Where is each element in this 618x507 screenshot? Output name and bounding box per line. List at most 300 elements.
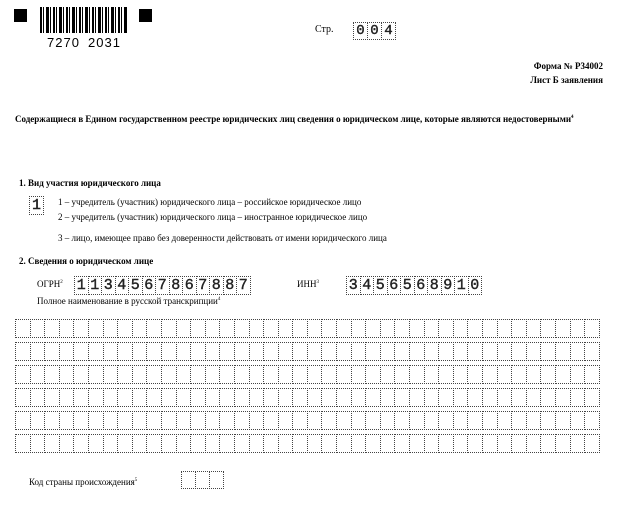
full-name-cell[interactable]	[73, 411, 89, 430]
full-name-cell[interactable]	[161, 342, 177, 361]
full-name-cell[interactable]	[511, 434, 527, 453]
country-code-cell[interactable]	[181, 471, 196, 489]
full-name-cell[interactable]	[482, 388, 498, 407]
full-name-cell[interactable]	[453, 319, 469, 338]
full-name-cell[interactable]	[292, 434, 308, 453]
full-name-row[interactable]	[15, 365, 599, 384]
full-name-cell[interactable]	[365, 411, 381, 430]
full-name-cell[interactable]	[482, 319, 498, 338]
full-name-cell[interactable]	[59, 388, 75, 407]
full-name-cell[interactable]	[409, 388, 425, 407]
full-name-cell[interactable]	[103, 388, 119, 407]
full-name-cell[interactable]	[59, 319, 75, 338]
full-name-cell[interactable]	[292, 365, 308, 384]
ogrn-digit-cell[interactable]: 3	[101, 276, 116, 295]
ogrn-digit-cell[interactable]: 8	[223, 276, 238, 295]
full-name-cell[interactable]	[249, 434, 265, 453]
full-name-cell[interactable]	[555, 434, 571, 453]
full-name-cell[interactable]	[263, 319, 279, 338]
full-name-cell[interactable]	[59, 434, 75, 453]
full-name-cell[interactable]	[292, 319, 308, 338]
sheet-label: Лист Б заявления	[530, 75, 603, 85]
full-name-cell[interactable]	[497, 342, 513, 361]
full-name-cell[interactable]	[117, 388, 133, 407]
full-name-cell[interactable]	[146, 434, 162, 453]
full-name-cell[interactable]	[467, 434, 483, 453]
full-name-cell[interactable]	[497, 365, 513, 384]
full-name-cell[interactable]	[438, 365, 454, 384]
full-name-label	[37, 296, 220, 306]
full-name-cell[interactable]	[482, 411, 498, 430]
full-name-cell[interactable]	[555, 411, 571, 430]
full-name-cell[interactable]	[249, 319, 265, 338]
inn-digit-cell[interactable]: 9	[441, 276, 456, 295]
full-name-cell[interactable]	[103, 365, 119, 384]
full-name-cell[interactable]	[321, 388, 337, 407]
full-name-cell[interactable]	[570, 342, 586, 361]
full-name-cell[interactable]	[380, 365, 396, 384]
full-name-cell[interactable]	[351, 319, 367, 338]
full-name-cell[interactable]	[278, 388, 294, 407]
full-name-cell[interactable]	[219, 365, 235, 384]
full-name-cell[interactable]	[570, 434, 586, 453]
full-name-cell[interactable]	[44, 342, 60, 361]
full-name-cell[interactable]	[263, 411, 279, 430]
footnote-mark: 3	[316, 280, 319, 285]
page-number-field[interactable]	[353, 22, 395, 40]
country-code-field[interactable]	[181, 471, 223, 489]
full-name-cell[interactable]	[117, 411, 133, 430]
full-name-cell[interactable]	[263, 388, 279, 407]
full-name-cell[interactable]	[59, 365, 75, 384]
inn-digit-cell[interactable]: 1	[454, 276, 469, 295]
full-name-cell[interactable]	[409, 434, 425, 453]
full-name-cell[interactable]	[467, 342, 483, 361]
full-name-cell[interactable]	[44, 411, 60, 430]
full-name-cell[interactable]	[365, 434, 381, 453]
full-name-cell[interactable]	[511, 411, 527, 430]
full-name-cell[interactable]	[73, 365, 89, 384]
inn-digit-cell[interactable]: 4	[360, 276, 375, 295]
full-name-cell[interactable]	[205, 365, 221, 384]
full-name-cell[interactable]	[570, 388, 586, 407]
full-name-cell[interactable]	[467, 319, 483, 338]
full-name-cell[interactable]	[467, 365, 483, 384]
full-name-cell[interactable]	[59, 342, 75, 361]
full-name-cell[interactable]	[219, 411, 235, 430]
full-name-cell[interactable]	[526, 365, 542, 384]
full-name-cell[interactable]	[176, 411, 192, 430]
full-name-cell[interactable]	[497, 411, 513, 430]
full-name-cell[interactable]	[88, 319, 104, 338]
page-digit-cell[interactable]: 4	[381, 22, 396, 40]
full-name-cell[interactable]	[205, 411, 221, 430]
inn-digit-cell[interactable]: 3	[346, 276, 361, 295]
ogrn-digit-cell[interactable]: 7	[155, 276, 170, 295]
full-name-cell[interactable]	[394, 342, 410, 361]
full-name-cell[interactable]	[380, 411, 396, 430]
country-code-cell[interactable]	[209, 471, 224, 489]
full-name-cell[interactable]	[307, 388, 323, 407]
full-name-cell[interactable]	[321, 365, 337, 384]
full-name-cell[interactable]	[176, 434, 192, 453]
full-name-cell[interactable]	[205, 388, 221, 407]
full-name-cell[interactable]	[30, 388, 46, 407]
inn-label	[297, 279, 319, 289]
full-name-cell[interactable]	[190, 342, 206, 361]
full-name-cell[interactable]	[132, 365, 148, 384]
full-name-cell[interactable]	[15, 319, 31, 338]
inn-digit-cell[interactable]: 6	[414, 276, 429, 295]
full-name-cell[interactable]	[570, 319, 586, 338]
full-name-cell[interactable]	[424, 342, 440, 361]
full-name-cell[interactable]	[409, 411, 425, 430]
full-name-cell[interactable]	[88, 434, 104, 453]
full-name-cell[interactable]	[205, 319, 221, 338]
full-name-row[interactable]	[15, 388, 599, 407]
full-name-cell[interactable]	[59, 411, 75, 430]
participation-type-cell[interactable]: 1	[29, 196, 44, 215]
ogrn-digit-cell[interactable]: 1	[88, 276, 103, 295]
full-name-cell[interactable]	[176, 365, 192, 384]
full-name-cell[interactable]	[307, 319, 323, 338]
full-name-cell[interactable]	[584, 319, 600, 338]
full-name-cell[interactable]	[570, 365, 586, 384]
full-name-cell[interactable]	[540, 411, 556, 430]
form-number: Форма № Р34002	[533, 61, 603, 71]
full-name-cell[interactable]	[438, 388, 454, 407]
full-name-cell[interactable]	[453, 388, 469, 407]
full-name-cell[interactable]	[453, 434, 469, 453]
full-name-cell[interactable]	[190, 388, 206, 407]
full-name-cell[interactable]	[438, 319, 454, 338]
full-name-cell[interactable]	[278, 342, 294, 361]
full-name-cell[interactable]	[161, 319, 177, 338]
full-name-cell[interactable]	[570, 411, 586, 430]
full-name-cell[interactable]	[555, 319, 571, 338]
full-name-cell[interactable]	[511, 388, 527, 407]
full-name-cell[interactable]	[132, 319, 148, 338]
full-name-cell[interactable]	[190, 365, 206, 384]
footnote-mark: 4	[217, 297, 221, 302]
page-digit-cell[interactable]: 0	[353, 22, 368, 40]
full-name-cell[interactable]	[394, 388, 410, 407]
full-name-cell[interactable]	[555, 388, 571, 407]
registration-marker-left	[14, 9, 27, 22]
full-name-cell[interactable]	[278, 365, 294, 384]
full-name-cell[interactable]	[234, 365, 250, 384]
full-name-cell[interactable]	[380, 342, 396, 361]
full-name-cell[interactable]	[234, 319, 250, 338]
full-name-cell[interactable]	[117, 319, 133, 338]
full-name-cell[interactable]	[482, 434, 498, 453]
full-name-cell[interactable]	[278, 319, 294, 338]
full-name-cell[interactable]	[584, 411, 600, 430]
full-name-cell[interactable]	[249, 411, 265, 430]
inn-digit-cell[interactable]: 6	[387, 276, 402, 295]
full-name-cell[interactable]	[15, 411, 31, 430]
full-name-cell[interactable]	[234, 411, 250, 430]
footnote-mark: 5	[134, 478, 138, 483]
ogrn-digit-cell[interactable]: 5	[128, 276, 143, 295]
full-name-cell[interactable]	[219, 434, 235, 453]
full-name-cell[interactable]	[176, 342, 192, 361]
full-name-cell[interactable]	[424, 365, 440, 384]
full-name-cell[interactable]	[497, 319, 513, 338]
full-name-cell[interactable]	[15, 365, 31, 384]
full-name-cell[interactable]	[234, 388, 250, 407]
full-name-cell[interactable]	[584, 342, 600, 361]
full-name-cell[interactable]	[555, 365, 571, 384]
full-name-cell[interactable]	[555, 342, 571, 361]
full-name-cell[interactable]	[249, 365, 265, 384]
full-name-cell[interactable]	[146, 411, 162, 430]
ogrn-digit-cell[interactable]: 8	[209, 276, 224, 295]
barcode	[40, 7, 128, 33]
full-name-cell[interactable]	[161, 434, 177, 453]
full-name-cell[interactable]	[351, 388, 367, 407]
full-name-cell[interactable]	[30, 319, 46, 338]
full-name-cell[interactable]	[176, 319, 192, 338]
full-name-cell[interactable]	[394, 434, 410, 453]
full-name-cell[interactable]	[424, 411, 440, 430]
full-name-cell[interactable]	[30, 342, 46, 361]
full-name-cell[interactable]	[263, 434, 279, 453]
full-name-cell[interactable]	[409, 365, 425, 384]
full-name-cell[interactable]	[482, 342, 498, 361]
full-name-cell[interactable]	[30, 434, 46, 453]
full-name-cell[interactable]	[336, 411, 352, 430]
full-name-cell[interactable]	[292, 411, 308, 430]
full-name-cell[interactable]	[73, 434, 89, 453]
full-name-cell[interactable]	[453, 411, 469, 430]
full-name-cell[interactable]	[511, 365, 527, 384]
full-name-cell[interactable]	[132, 434, 148, 453]
full-name-cell[interactable]	[88, 388, 104, 407]
full-name-cell[interactable]	[278, 434, 294, 453]
full-name-cell[interactable]	[351, 365, 367, 384]
full-name-cell[interactable]	[15, 388, 31, 407]
full-name-cell[interactable]	[73, 388, 89, 407]
inn-label-text: ИНН	[297, 279, 317, 289]
full-name-cell[interactable]	[365, 319, 381, 338]
full-name-cell[interactable]	[584, 365, 600, 384]
full-name-cell[interactable]	[103, 411, 119, 430]
page-digit-cell[interactable]: 0	[367, 22, 382, 40]
full-name-cell[interactable]	[234, 434, 250, 453]
full-name-cell[interactable]	[351, 342, 367, 361]
full-name-cell[interactable]	[321, 319, 337, 338]
full-name-cell[interactable]	[336, 319, 352, 338]
full-name-cell[interactable]	[176, 388, 192, 407]
participation-option-2: 2 – учредитель (участник) юридического лица – иностранное юридическое лицо	[58, 212, 368, 222]
full-name-cell[interactable]	[190, 411, 206, 430]
full-name-cell[interactable]	[88, 342, 104, 361]
full-name-cell[interactable]	[249, 342, 265, 361]
full-name-cell[interactable]	[249, 388, 265, 407]
ogrn-digit-cell[interactable]: 6	[182, 276, 197, 295]
full-name-cell[interactable]	[438, 411, 454, 430]
full-name-cell[interactable]	[424, 388, 440, 407]
full-name-cell[interactable]	[336, 342, 352, 361]
full-name-cell[interactable]	[526, 342, 542, 361]
full-name-cell[interactable]	[497, 434, 513, 453]
full-name-cell[interactable]	[526, 319, 542, 338]
full-name-cell[interactable]	[205, 342, 221, 361]
full-name-cell[interactable]	[146, 342, 162, 361]
full-name-cell[interactable]	[161, 411, 177, 430]
full-name-row[interactable]	[15, 342, 599, 361]
registration-marker-right	[139, 9, 152, 22]
full-name-cell[interactable]	[73, 342, 89, 361]
inn-field[interactable]	[346, 276, 481, 295]
full-name-cell[interactable]	[292, 342, 308, 361]
full-name-cell[interactable]	[526, 434, 542, 453]
full-name-cell[interactable]	[44, 365, 60, 384]
full-name-cell[interactable]	[190, 319, 206, 338]
full-name-cell[interactable]	[584, 388, 600, 407]
full-name-cell[interactable]	[307, 342, 323, 361]
full-name-cell[interactable]	[511, 342, 527, 361]
full-name-row[interactable]	[15, 434, 599, 453]
full-name-cell[interactable]	[526, 411, 542, 430]
full-name-cell[interactable]	[219, 319, 235, 338]
full-name-cell[interactable]	[234, 342, 250, 361]
full-name-cell[interactable]	[424, 434, 440, 453]
full-name-cell[interactable]	[88, 365, 104, 384]
full-name-cell[interactable]	[584, 434, 600, 453]
full-name-cell[interactable]	[132, 411, 148, 430]
full-name-cell[interactable]	[438, 342, 454, 361]
full-name-cell[interactable]	[117, 365, 133, 384]
full-name-cell[interactable]	[540, 434, 556, 453]
section-1-title: 1. Вид участия юридического лица	[19, 178, 161, 188]
full-name-cell[interactable]	[117, 342, 133, 361]
full-name-cell[interactable]	[219, 342, 235, 361]
full-name-cell[interactable]	[30, 411, 46, 430]
full-name-cell[interactable]	[263, 365, 279, 384]
full-name-cell[interactable]	[380, 434, 396, 453]
full-name-cell[interactable]	[103, 342, 119, 361]
full-name-cell[interactable]	[540, 388, 556, 407]
full-name-cell[interactable]	[351, 411, 367, 430]
ogrn-digit-cell[interactable]: 1	[74, 276, 89, 295]
inn-digit-cell[interactable]: 8	[427, 276, 442, 295]
full-name-cell[interactable]	[146, 388, 162, 407]
country-code-label-text: Код страны происхождения	[29, 477, 135, 487]
full-name-cell[interactable]	[132, 388, 148, 407]
full-name-cell[interactable]	[365, 388, 381, 407]
full-name-cell[interactable]	[103, 319, 119, 338]
full-name-cell[interactable]	[103, 434, 119, 453]
full-name-cell[interactable]	[540, 319, 556, 338]
full-name-cell[interactable]	[44, 319, 60, 338]
full-name-cell[interactable]	[453, 342, 469, 361]
full-name-label-text: Полное наименование в русской транскрипции	[37, 296, 218, 306]
full-name-cell[interactable]	[263, 342, 279, 361]
full-name-cell[interactable]	[540, 342, 556, 361]
full-name-row[interactable]	[15, 319, 599, 338]
country-code-cell[interactable]	[195, 471, 210, 489]
participation-type-field[interactable]	[29, 196, 43, 215]
full-name-cell[interactable]	[146, 319, 162, 338]
full-name-cell[interactable]	[438, 434, 454, 453]
full-name-cell[interactable]	[44, 388, 60, 407]
full-name-cell[interactable]	[307, 365, 323, 384]
full-name-cell[interactable]	[453, 365, 469, 384]
full-name-cell[interactable]	[321, 411, 337, 430]
full-name-cell[interactable]	[88, 411, 104, 430]
full-name-cell[interactable]	[394, 319, 410, 338]
full-name-cell[interactable]	[321, 434, 337, 453]
full-name-cell[interactable]	[30, 365, 46, 384]
full-name-cell[interactable]	[336, 388, 352, 407]
full-name-cell[interactable]	[278, 411, 294, 430]
full-name-cell[interactable]	[205, 434, 221, 453]
full-name-cell[interactable]	[336, 434, 352, 453]
full-name-cell[interactable]	[44, 434, 60, 453]
full-name-cell[interactable]	[540, 365, 556, 384]
full-name-cell[interactable]	[409, 319, 425, 338]
full-name-cell[interactable]	[15, 342, 31, 361]
country-code-label	[29, 477, 137, 487]
full-name-cell[interactable]	[292, 388, 308, 407]
full-name-cell[interactable]	[365, 342, 381, 361]
inn-digit-cell[interactable]: 0	[468, 276, 483, 295]
full-name-cell[interactable]	[307, 434, 323, 453]
full-name-cell[interactable]	[467, 411, 483, 430]
full-name-cell[interactable]	[497, 388, 513, 407]
full-name-cell[interactable]	[161, 388, 177, 407]
full-name-cell[interactable]	[482, 365, 498, 384]
ogrn-digit-cell[interactable]: 4	[115, 276, 130, 295]
full-name-cell[interactable]	[351, 434, 367, 453]
full-name-cell[interactable]	[321, 342, 337, 361]
ogrn-digit-cell[interactable]: 6	[142, 276, 157, 295]
full-name-cell[interactable]	[15, 434, 31, 453]
full-name-cell[interactable]	[511, 319, 527, 338]
full-name-cell[interactable]	[394, 365, 410, 384]
full-name-cell[interactable]	[380, 319, 396, 338]
full-name-cell[interactable]	[190, 434, 206, 453]
full-name-cell[interactable]	[117, 434, 133, 453]
ogrn-digit-cell[interactable]: 7	[196, 276, 211, 295]
full-name-cell[interactable]	[365, 365, 381, 384]
full-name-row[interactable]	[15, 411, 599, 430]
ogrn-digit-cell[interactable]: 7	[236, 276, 251, 295]
full-name-cell[interactable]	[161, 365, 177, 384]
full-name-cell[interactable]	[132, 342, 148, 361]
inn-digit-cell[interactable]: 5	[400, 276, 415, 295]
inn-digit-cell[interactable]: 5	[373, 276, 388, 295]
full-name-cell[interactable]	[146, 365, 162, 384]
footnote-mark: 2	[60, 280, 63, 285]
full-name-cell[interactable]	[219, 388, 235, 407]
full-name-cell[interactable]	[380, 388, 396, 407]
full-name-cell[interactable]	[526, 388, 542, 407]
full-name-cell[interactable]	[73, 319, 89, 338]
full-name-cell[interactable]	[336, 365, 352, 384]
ogrn-field[interactable]	[74, 276, 250, 295]
sheet-heading-text: Содержащиеся в Едином государственном реестре юридических лиц сведения о юридическом лице, которые являются недостоверными	[15, 114, 572, 124]
full-name-cell[interactable]	[467, 388, 483, 407]
ogrn-label	[37, 279, 63, 289]
ogrn-digit-cell[interactable]: 8	[169, 276, 184, 295]
full-name-cell[interactable]	[424, 319, 440, 338]
full-name-cell[interactable]	[394, 411, 410, 430]
full-name-cell[interactable]	[409, 342, 425, 361]
full-name-cell[interactable]	[307, 411, 323, 430]
